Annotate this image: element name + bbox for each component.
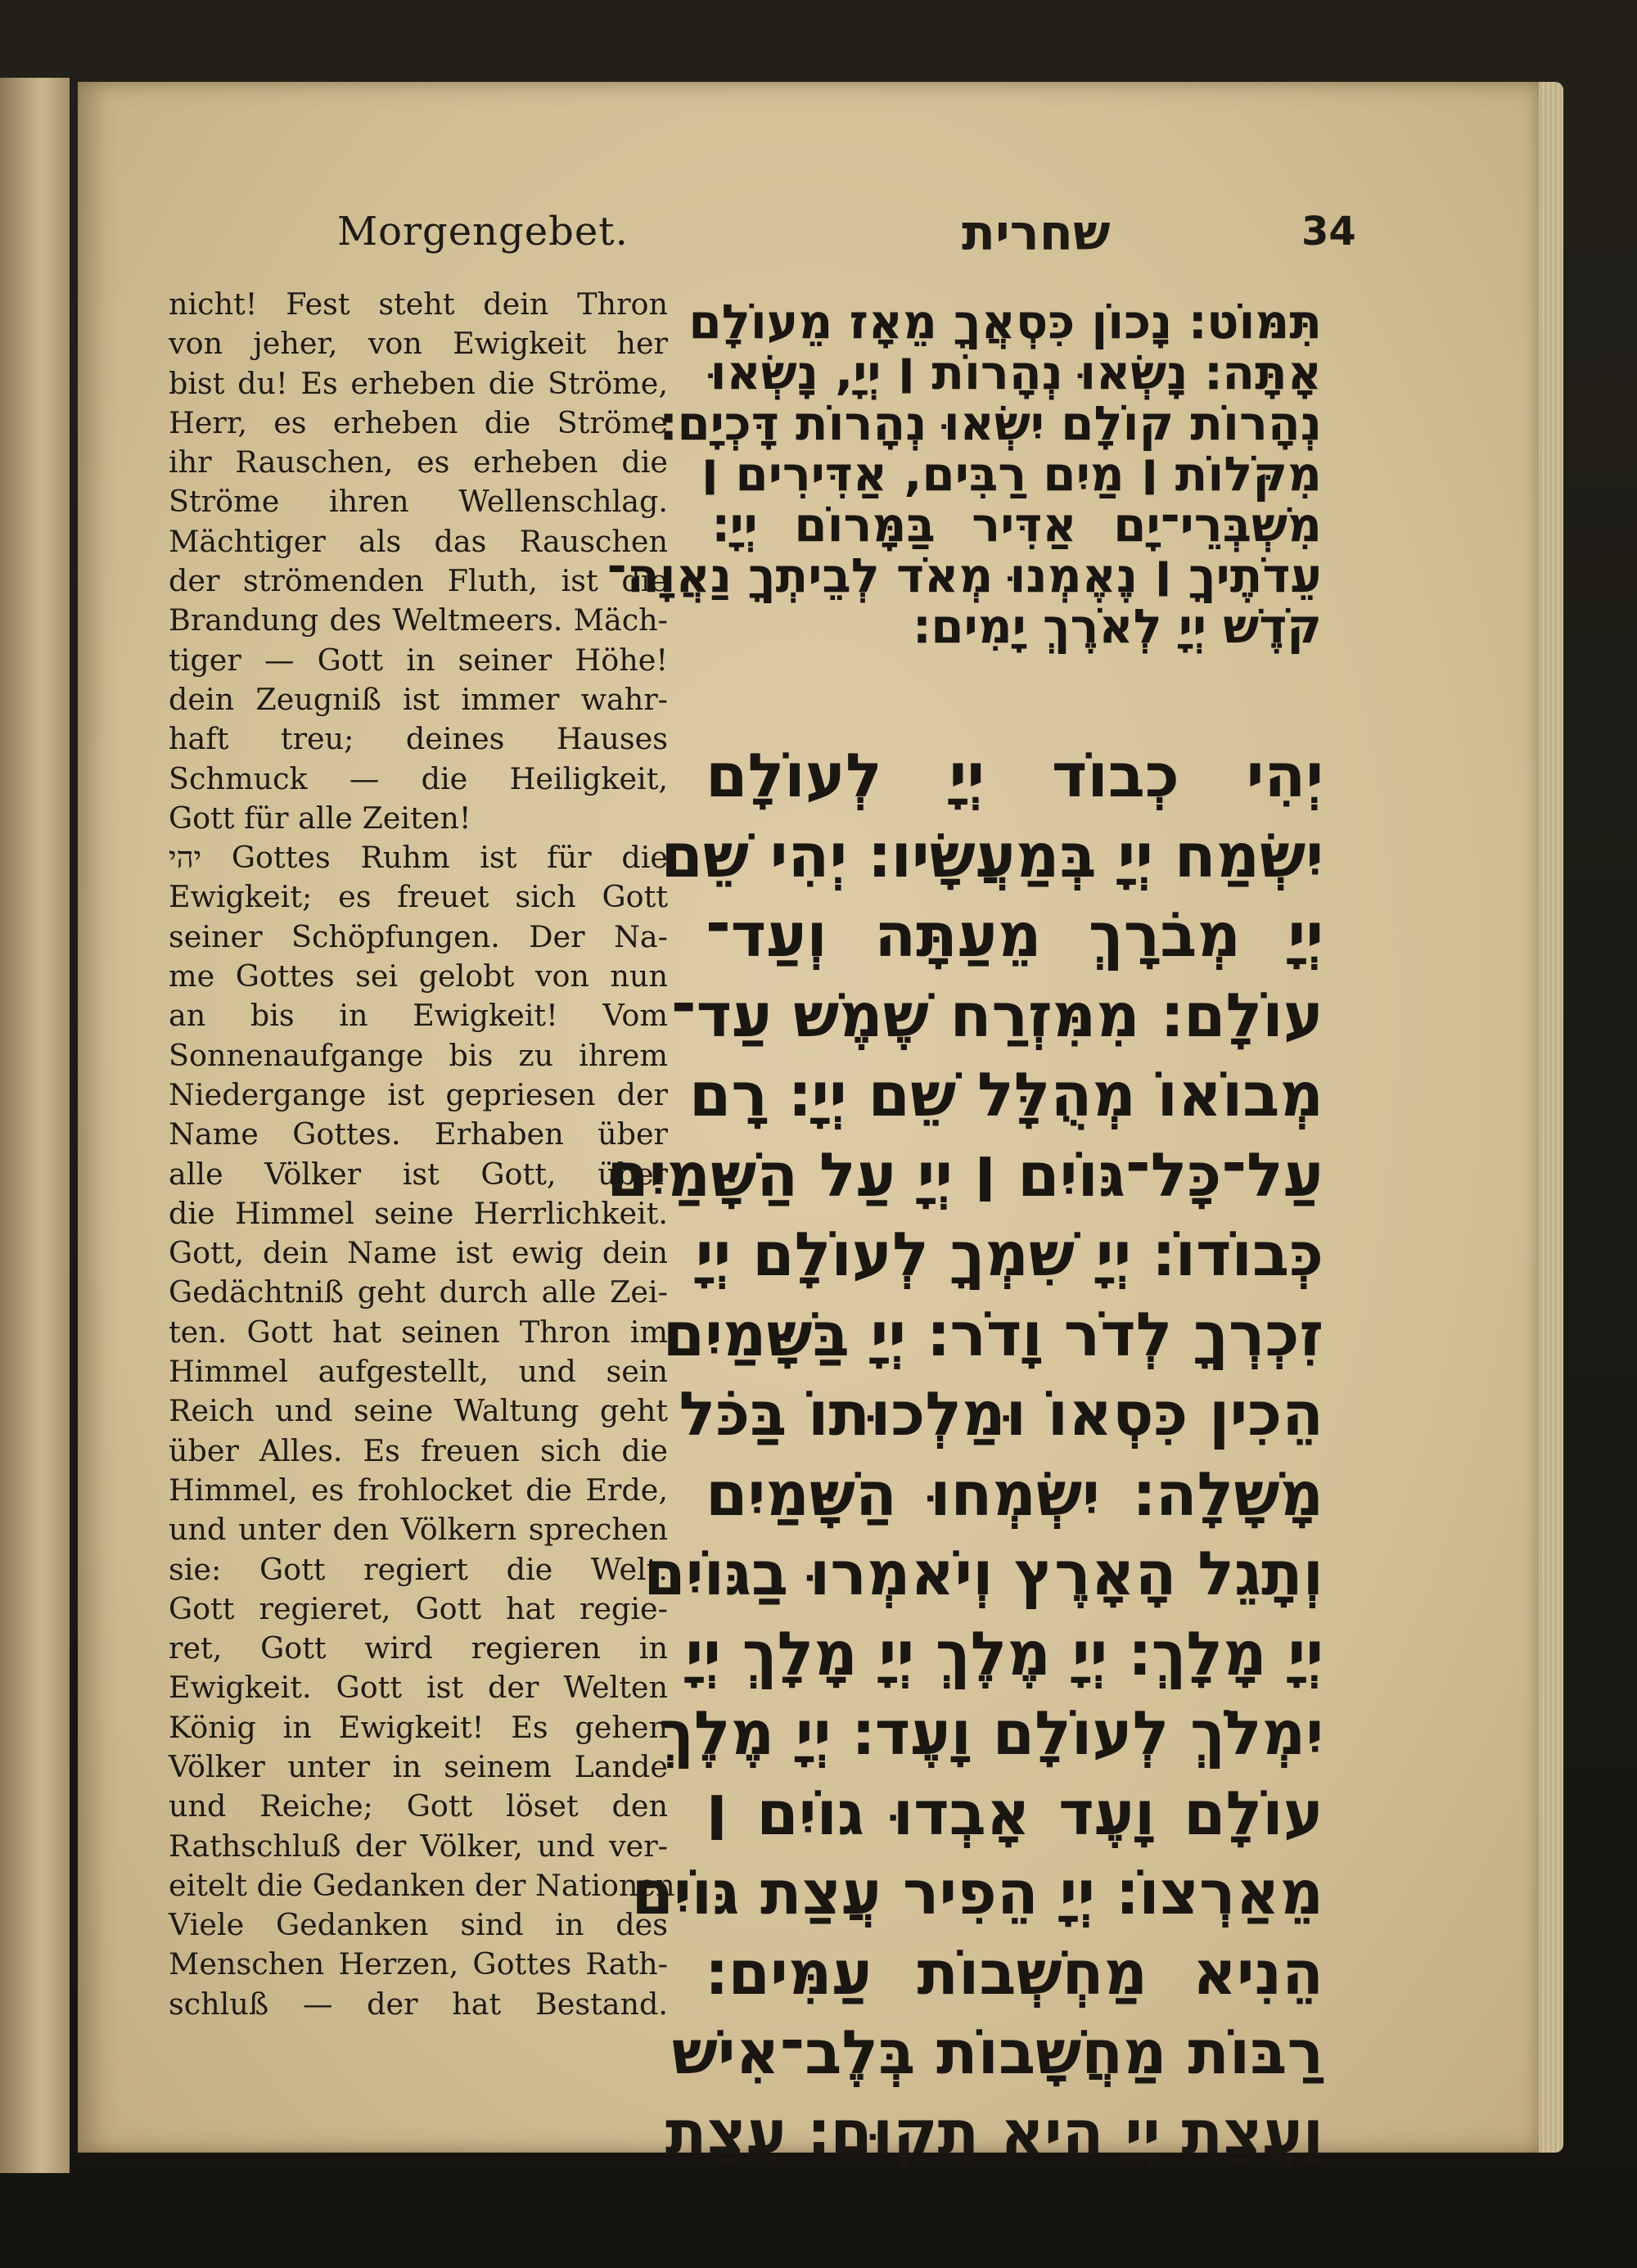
german-line: eitelt die Gedanken der Nationen. [169,1867,685,1903]
hebrew-line: מִקֹּלוֹת ׀ מַיִם רַבִּים, אַדִּירִים ׀ [701,446,1322,502]
hebrew-line: מֵאַרְצוֹ׃ יְיָ הֵפִיר עֲצַת גּוֹיִם [631,1858,1324,1928]
hebrew-line: עֵדֹתֶיךָ ׀ נֶאֶמְנוּ מְאֹד לְבֵיתְךָ נַאֲוָה־ [607,548,1322,603]
german-line: bist du! Es erheben die Ströme, [169,365,668,401]
hebrew-line: תִּמּוֹט׃ נָכוֹן כִּסְאֲךָ מֵאָז מֵעוֹלָם [688,294,1322,349]
german-line: Sonnenaufgange bis zu ihrem [169,1037,668,1073]
german-line: Schmuck — die Heiligkeit, [169,760,668,796]
german-line: Ewigkeit. Gott ist der Welten [169,1670,668,1706]
hebrew-line: הֵנִיא מַחְשְׁבוֹת עַמִּים׃ [706,1937,1324,2009]
hebrew-line: יְיָ מָלָךְ׃ יְיָ מֶלֶךְ יְיָ מָלָךְ יְיָ [685,1618,1324,1689]
german-line: und unter den Völkern sprechen [169,1512,668,1548]
german-line: Himmel aufgestellt, und sein [169,1354,668,1390]
hebrew-running-head: שחרית [962,205,1111,262]
hebrew-line: כְּבוֹדוֹ׃ יְיָ שִׁמְךָ לְעוֹלָם יְיָ [695,1220,1324,1290]
german-line: nicht! Fest steht dein Thron [169,286,668,322]
hebrew-line: יְיָ מְבֹרָךְ מֵעַתָּה וְעַד־ [706,900,1324,971]
hebrew-line: עוֹלָם וָעֶד אָבְדוּ גוֹיִם ׀ [706,1778,1324,1849]
hebrew-psalm-93-block [607,294,1322,654]
german-line: Name Gottes. Erhaben über [169,1116,668,1152]
german-line: von jeher, von Ewigkeit her [169,326,668,362]
german-line: Gott für alle Zeiten! [169,800,471,836]
german-line: an bis in Ewigkeit! Vom [169,998,668,1034]
german-line: seiner Schöpfungen. Der Na- [169,918,668,954]
german-line: ret, Gott wird regieren in [169,1630,668,1666]
hebrew-line: מָשָׁלָה׃ יִשְׂמְחוּ הַשָּׁמַיִם [706,1459,1324,1530]
german-line: Brandung des Weltmeers. Mäch- [169,602,668,638]
german-line: Herr, es erheben die Ströme [169,404,668,440]
german-line: Rathschluß der Völker, und ver- [169,1828,668,1864]
german-line: schluß — der hat Bestand. [169,1986,668,2022]
german-line: Mächtiger als das Rauschen [169,523,668,559]
german-line: יהי Gottes Ruhm ist für die [169,840,668,876]
german-line: Himmel, es frohlocket die Erde, [169,1472,668,1508]
hebrew-line: יְהִי כְבוֹד יְיָ לְעוֹלָם [706,741,1324,811]
hebrew-line: יִמְלֹךְ לְעוֹלָם וָעֶד׃ יְיָ מֶלֶךְ [659,1698,1324,1769]
hebrew-line: וְתָגֵל הָאָרֶץ וְיֹאמְרוּ בַגּוֹיִם [643,1539,1324,1609]
german-line: tiger — Gott in seiner Höhe! [169,642,668,678]
german-line: König in Ewigkeit! Es gehen [169,1709,668,1745]
german-line: Gedächtniß geht durch alle Zei- [169,1274,668,1310]
german-line: Völker unter in seinem Lande [169,1748,668,1784]
german-line: Niedergange ist gepriesen der [169,1076,668,1112]
german-line: sie: Gott regiert die Welt. [169,1551,668,1587]
german-line: me Gottes sei gelobt von nun [169,958,668,994]
german-line: die Himmel seine Herrlichkeit. [169,1195,668,1231]
german-line: ten. Gott hat seinen Thron im [169,1314,668,1350]
german-line: über Alles. Es freuen sich die [169,1432,668,1468]
hebrew-line: הֵכִין כִּסְאוֹ וּמַלְכוּתוֹ בַּכֹּל [679,1379,1324,1450]
german-line: dein Zeugniß ist immer wahr- [169,681,668,717]
previous-page-edge [0,78,70,2173]
german-running-head: Morgengebet. [337,209,629,255]
hebrew-line: קֹדֶשׁ יְיָ לְאֹרֶךְ יָמִים׃ [913,598,1322,654]
german-line: Gott regieret, Gott hat regie- [169,1590,668,1626]
german-line: Gott, dein Name ist ewig dein [169,1235,668,1271]
hebrew-line: מִשְׁבְּרֵי־יָם אַדִּיר בַּמָּרוֹם יְיָ׃ [712,497,1322,552]
hebrew-line: מְבוֹאוֹ מְהֻלָּל שֵׁם יְיָ׃ רָם [688,1060,1324,1130]
hebrew-line: נְהָרוֹת קוֹלָם יִשְׂאוּ נְהָרוֹת דָּכְיָם׃ [659,395,1322,451]
hebrew-line: רַבּוֹת מַחֲשָׁבוֹת בְּלֶב־אִישׁ [671,2018,1324,2088]
german-line: Ewigkeit; es freuet sich Gott [169,879,668,915]
german-line: haft treu; deines Hauses [169,721,668,757]
hebrew-line: זִכְרְךָ לְדֹר וָדֹר׃ יְיָ בַּשָּׁמַיִם [662,1299,1324,1370]
german-line: alle Völker ist Gott, über [169,1156,668,1192]
hebrew-line: וַעֲצַת יְיָ הִיא תָקוּם׃ עֲצַת [665,2097,1324,2168]
german-translation-column [169,285,685,2024]
hebrew-line: אָתָּה׃ נָשְׂאוּ נְהָרוֹת ׀ יְיָ, נָשְׂאוּ [710,345,1322,400]
german-line: Ströme ihren Wellenschlag. [169,484,668,520]
german-line: und Reiche; Gott löset den [169,1788,668,1824]
hebrew-line: יִשְׂמַח יְיָ בְּמַעֲשָׂיו׃ יְהִי שֵׁם [661,820,1324,891]
hebrew-line: עַל־כָּל־גּוֹיִם ׀ יְיָ עַל הַשָּׁמַיִם [607,1139,1324,1211]
german-line: der strömenden Fluth, ist die [169,563,668,599]
hebrew-yehi-chevod-block [607,737,1324,2173]
german-line: Reich und seine Waltung geht [169,1393,668,1429]
hebrew-line: עוֹלָם׃ מִמִּזְרַח שֶׁמֶשׁ עַד־ [670,980,1324,1051]
german-line: Menschen Herzen, Gottes Rath- [169,1946,668,1982]
german-line: Viele Gedanken sind in des [169,1907,668,1943]
german-line: ihr Rauschen, es erheben die [169,444,668,480]
page-number: 34 [1301,209,1356,255]
